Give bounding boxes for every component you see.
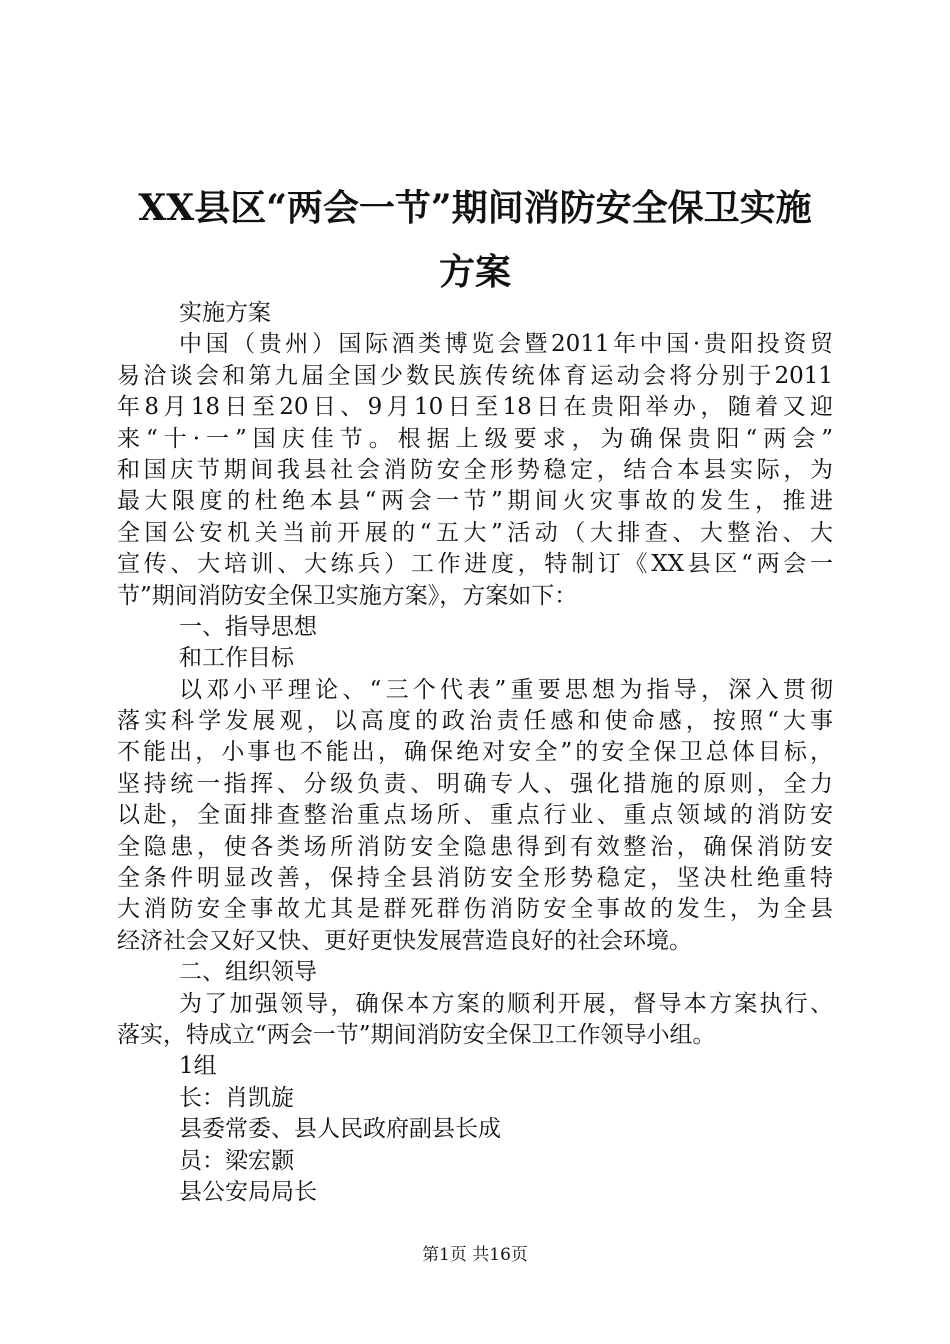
body-text-line: 落实科学发展观，以高度的政治责任感和使命感，按照“大事 [117,708,833,735]
body-text-line: 和工作目标 [179,645,294,672]
document-body [117,298,833,1208]
body-text-line: 经济社会又好又快、更好更快发展营造良好的社会环境。 [117,927,692,954]
body-text-line: 长：肖凯旋 [179,1084,294,1111]
body-text-line: 宣传、大培训、大练兵）工作进度，特制订《XX县区“两会一 [117,551,833,578]
body-text-line: 易洽谈会和第九届全国少数民族传统体育运动会将分别于2011 [117,362,833,389]
body-text-line: 以赴，全面排查整治重点场所、重点行业、重点领域的消防安 [117,802,833,829]
body-text-line: 节”期间消防安全保卫实施方案》，方案如下： [117,582,578,609]
body-text-line: 最大限度的杜绝本县“两会一节”期间火灾事故的发生，推进 [117,488,833,515]
body-text-line: 县公安局局长 [179,1178,317,1205]
body-text-line: 全国公安机关当前开展的“五大”活动（大排查、大整治、大 [117,519,833,546]
body-text-line: 一、指导思想 [179,613,317,640]
body-text-line: 县委常委、县人民政府副县长成 [179,1116,501,1143]
body-text-line: 以邓小平理论、“三个代表”重要思想为指导，深入贯彻 [179,676,833,703]
body-text-line: 实施方案 [179,300,271,326]
body-text-line: 坚持统一指挥、分级负责、明确专人、强化措施的原则，全力 [117,770,833,797]
document-title-line-1: XX县区“两会一节”期间消防安全保卫实施 [138,187,812,229]
body-text-line: 为了加强领导，确保本方案的顺利开展，督导本方案执行、 [179,990,833,1017]
body-text-line: 年8月18日至20日、9月10日至18日在贵阳举办，随着又迎 [117,394,833,421]
page-footer: 第1页 共16页 [422,1245,528,1265]
body-text-line: 员：梁宏颢 [179,1147,294,1174]
body-text-line: 落实，特成立“两会一节”期间消防安全保卫工作领导小组。 [117,1021,716,1048]
body-text-line: 二、组织领导 [179,959,317,986]
document-title-line-2: 方案 [438,251,511,293]
body-text-line: 来“十·一”国庆佳节。根据上级要求，为确保贵阳“两会” [117,425,833,452]
body-text-line: 全隐患，使各类场所消防安全隐患得到有效整治，确保消防安 [117,833,833,860]
body-text-line: 不能出，小事也不能出，确保绝对安全”的安全保卫总体目标， [117,739,833,766]
body-text-line: 和国庆节期间我县社会消防安全形势稳定，结合本县实际，为 [117,456,833,483]
body-text-line: 大消防安全事故尤其是群死群伤消防安全事故的发生，为全县 [117,896,833,923]
body-text-line: 全条件明显改善，保持全县消防安全形势稳定，坚决杜绝重特 [117,865,833,892]
body-text-line: 中国（贵州）国际酒类博览会暨2011年中国·贵阳投资贸 [179,331,833,358]
body-text-line: 1组 [179,1053,217,1080]
